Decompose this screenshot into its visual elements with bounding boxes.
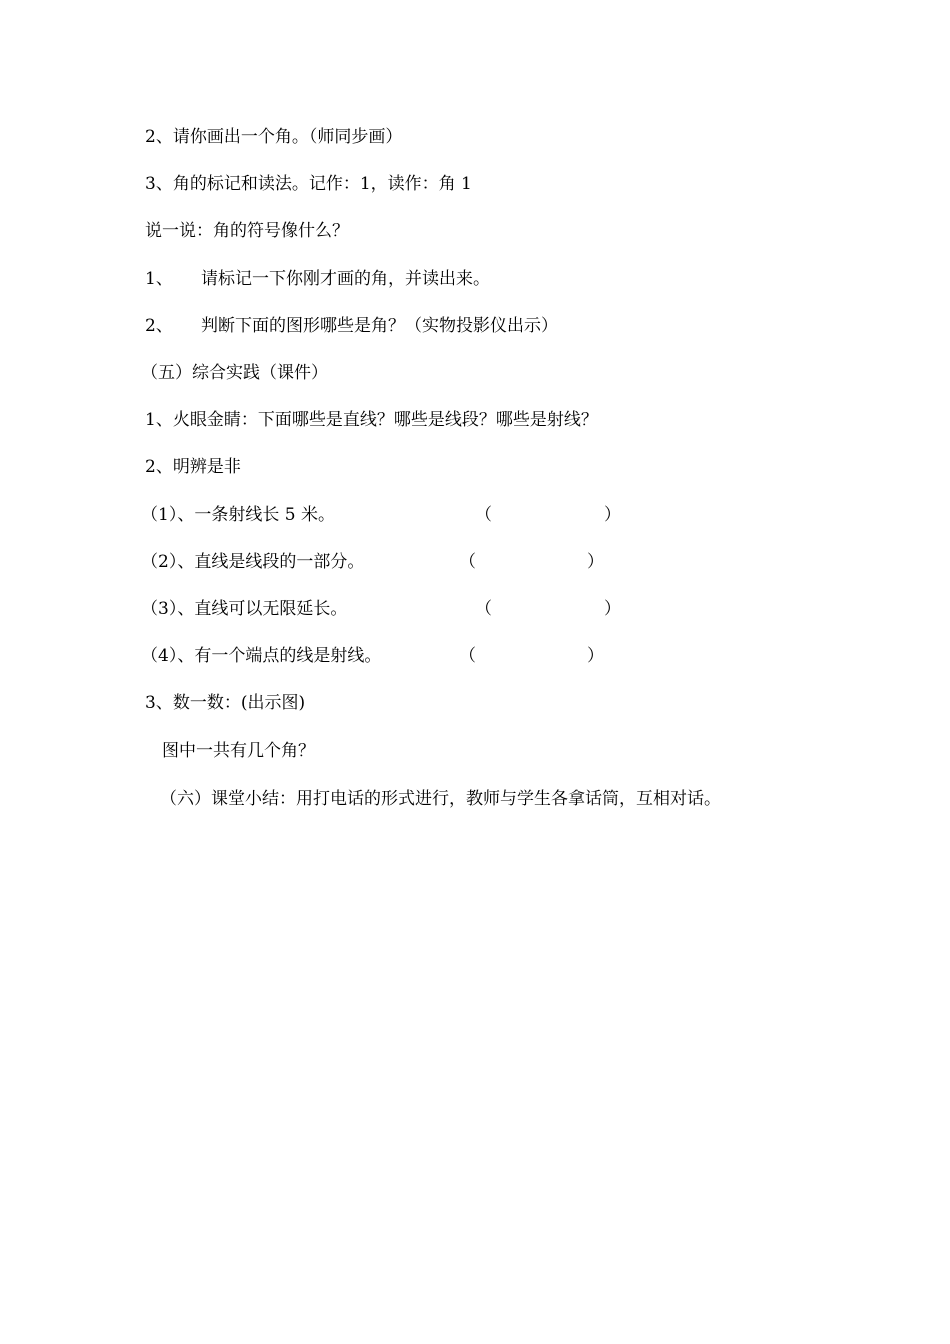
statement-3: （3）、直线可以无限延长。 xyxy=(141,599,348,619)
line-sharp-eyes: 1、火眼金睛：下面哪些是直线？哪些是线段？哪些是射线？ xyxy=(145,410,598,430)
line-item-2-number: 2、 xyxy=(145,316,173,336)
section-six-summary: （六）课堂小结：用打电话的形式进行，教师与学生各拿话筒，互相对话。 xyxy=(160,789,721,809)
answer-blank-4-open: （ xyxy=(459,646,476,666)
answer-blank-2-open: （ xyxy=(459,552,476,572)
statement-1: （1）、一条射线长 5 米。 xyxy=(141,505,335,525)
answer-blank-3-open: （ xyxy=(475,599,492,619)
line-item-1-text: 请标记一下你刚才画的角，并读出来。 xyxy=(201,269,490,289)
answer-blank-2-close: ） xyxy=(587,552,604,572)
line-item-2-text: 判断下面的图形哪些是角？（实物投影仪出示） xyxy=(201,316,558,336)
answer-blank-3-close: ） xyxy=(604,599,621,619)
statement-4: （4）、有一个端点的线是射线。 xyxy=(141,646,382,666)
answer-blank-4-close: ） xyxy=(587,646,604,666)
answer-blank-1-open: （ xyxy=(475,505,492,525)
line-true-false: 2、明辨是非 xyxy=(145,457,241,477)
line-item-1-number: 1、 xyxy=(145,269,173,289)
line-how-many-angles: 图中一共有几个角？ xyxy=(162,741,315,761)
line-count: 3、数一数：(出示图) xyxy=(145,693,306,713)
line-draw-angle: 2、请你画出一个角。（师同步画） xyxy=(145,127,403,147)
statement-2: （2）、直线是线段的一部分。 xyxy=(141,552,365,572)
answer-blank-1-close: ） xyxy=(604,505,621,525)
line-angle-notation: 3、角的标记和读法。记作：1，读作：角 1 xyxy=(145,174,472,194)
line-say-symbol: 说一说：角的符号像什么？ xyxy=(145,221,349,241)
section-five-heading: （五）综合实践（课件） xyxy=(141,363,328,383)
